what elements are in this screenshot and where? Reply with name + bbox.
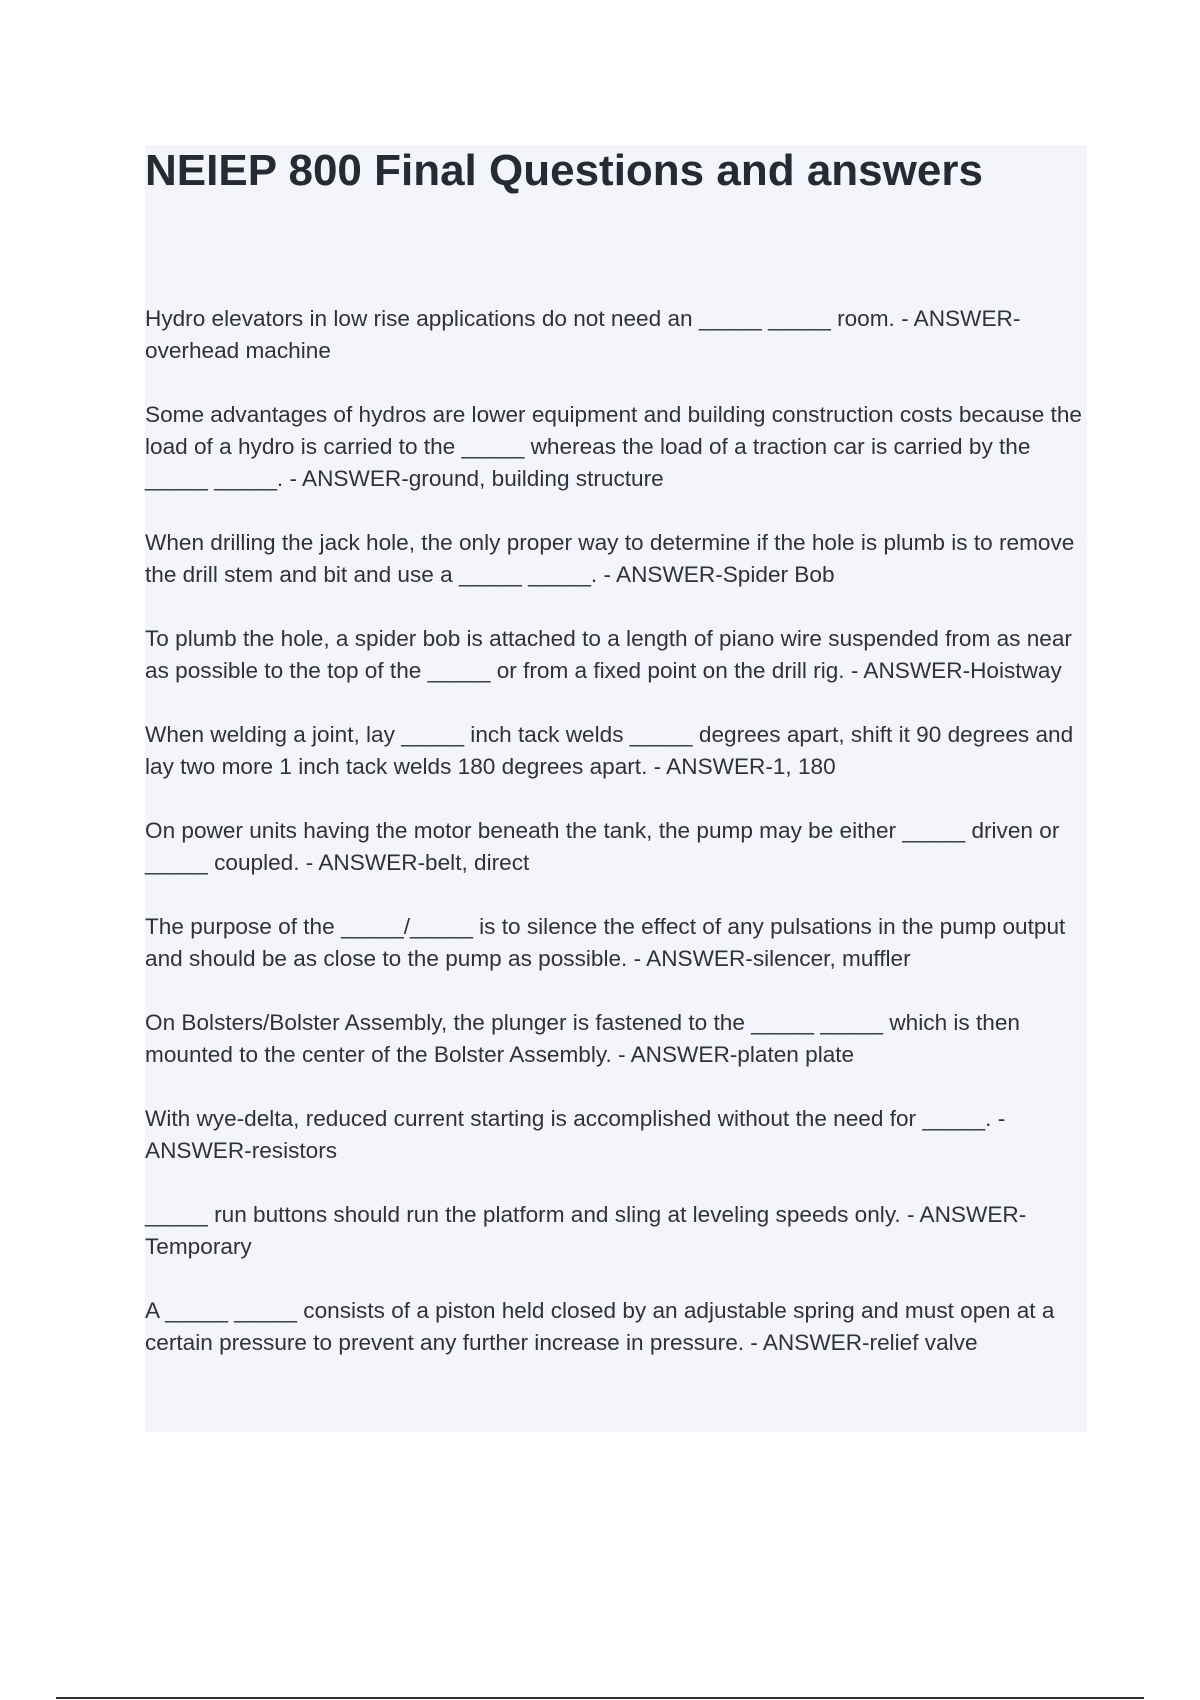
document-title: NEIEP 800 Final Questions and answers (145, 146, 983, 195)
page-bottom-divider (56, 1697, 1144, 1699)
qa-item: _____ run buttons should run the platform and sling at leveling speeds only. - ANSWER-Temporary (145, 1202, 1027, 1259)
qa-item: To plumb the hole, a spider bob is attached to a length of piano wire suspended from as near as possible to the top of the _____ or from a fixed point on the drill rig. - ANSWER-Hoistway (145, 626, 1072, 683)
qa-item: Some advantages of hydros are lower equipment and building construction costs because the load of a hydro is carried to the _____ whereas the load of a traction car is carried by the _____ _____. - ANSWER-ground, building structure (145, 402, 1082, 491)
qa-item: When drilling the jack hole, the only proper way to determine if the hole is plumb is to remove the drill stem and bit and use a _____ _____. - ANSWER-Spider Bob (145, 530, 1075, 587)
qa-item: Hydro elevators in low rise applications do not need an _____ _____ room. - ANSWER-overhead machine (145, 306, 1021, 363)
qa-item: On Bolsters/Bolster Assembly, the plunger is fastened to the _____ _____ which is then mounted to the center of the Bolster Assembly. - ANSWER-platen plate (145, 1010, 1020, 1067)
question-answer-list (145, 303, 1087, 1391)
qa-item: With wye-delta, reduced current starting is accomplished without the need for _____. - ANSWER-resistors (145, 1106, 1006, 1163)
qa-item: The purpose of the _____/_____ is to silence the effect of any pulsations in the pump output and should be as close to the pump as possible. - ANSWER-silencer, muffler (145, 914, 1066, 971)
qa-item: When welding a joint, lay _____ inch tack welds _____ degrees apart, shift it 90 degrees and lay two more 1 inch tack welds 180 degrees apart. - ANSWER-1, 180 (145, 722, 1074, 779)
qa-item: On power units having the motor beneath the tank, the pump may be either _____ driven or _____ coupled. - ANSWER-belt, direct (145, 818, 1060, 875)
qa-item: A _____ _____ consists of a piston held closed by an adjustable spring and must open at a certain pressure to prevent any further increase in pressure. - ANSWER-relief valve (145, 1298, 1055, 1355)
